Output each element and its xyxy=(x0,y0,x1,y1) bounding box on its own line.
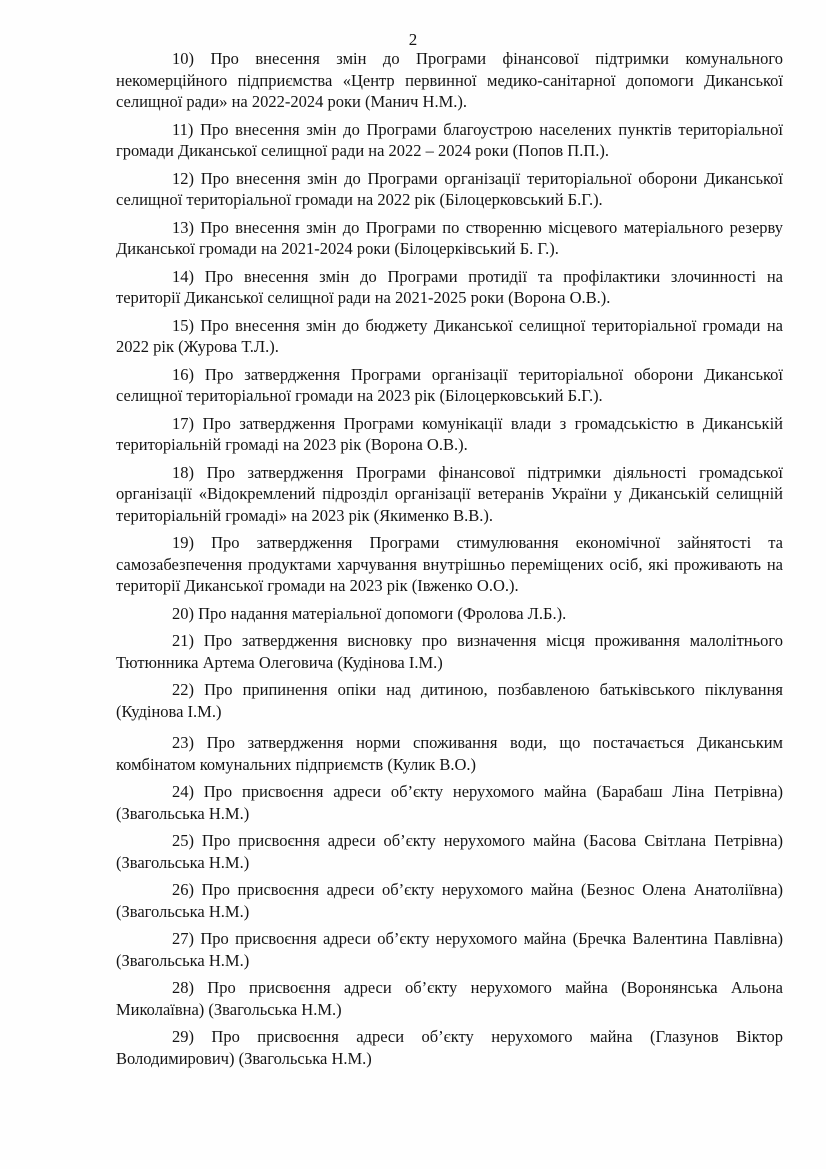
page-number: 2 xyxy=(408,30,418,49)
agenda-item-28: 28) Про присвоєння адреси об’єкту нерухомого майна (Воронянська Альона Миколаївна) (Звагольська Н.М.) xyxy=(116,978,783,1019)
agenda-item-19: 19) Про затвердження Програми стимулювання економічної зайнятості та самозабезпечення продуктами харчування внутрішньо переміщених осіб, які проживають на території Диканської громади на 2023 рік (Івженко О.О.). xyxy=(116,533,783,595)
agenda-item-13: 13) Про внесення змін до Програми по створенню місцевого матеріального резерву Диканської громади на 2021-2024 роки (Білоцерківський Б. Г.). xyxy=(116,217,783,258)
agenda-item-15: 15) Про внесення змін до бюджету Диканської селищної територіальної громади на 2022 рік (Журова Т.Л.). xyxy=(116,315,783,356)
agenda-item-26: 26) Про присвоєння адреси об’єкту нерухомого майна (Безнос Олена Анатоліївна) (Звагольська Н.М.) xyxy=(116,880,783,921)
agenda-item-12: 12) Про внесення змін до Програми організації територіальної оборони Диканської селищної територіальної громади на 2022 рік (Білоцерковський Б.Г.). xyxy=(116,168,783,209)
agenda-item-22: 22) Про припинення опіки над дитиною, позбавленою батьківського піклування (Кудінова І.М.) xyxy=(116,680,783,721)
agenda-item-21: 21) Про затвердження висновку про визначення місця проживання малолітнього Тютюнника Артема Олеговича (Кудінова І.М.) xyxy=(116,631,783,672)
agenda-item-29: 29) Про присвоєння адреси об’єкту нерухомого майна (Глазунов Віктор Володимирович) (Звагольська Н.М.) xyxy=(116,1027,783,1068)
agenda-item-23: 23) Про затвердження норми споживання води, що постачається Диканським комбінатом комунальних підприємств (Кулик В.О.) xyxy=(116,733,783,774)
agenda-item-16: 16) Про затвердження Програми організації територіальної оборони Диканської селищної територіальної громади на 2023 рік (Білоцерковський Б.Г.). xyxy=(116,364,783,405)
agenda-item-20: 20) Про надання матеріальної допомоги (Фролова Л.Б.). xyxy=(172,603,567,623)
agenda-item-17: 17) Про затвердження Програми комунікації влади з громадськістю в Диканській територіальній громаді на 2023 рік (Ворона О.В.). xyxy=(116,413,783,454)
agenda-item-14: 14) Про внесення змін до Програми протидії та профілактики злочинності на території Диканської селищної ради на 2021-2025 роки (Ворона О.В.). xyxy=(116,266,783,307)
agenda-item-27: 27) Про присвоєння адреси об’єкту нерухомого майна (Бречка Валентина Павлівна) (Звагольська Н.М.) xyxy=(116,929,783,970)
agenda-item-10: 10) Про внесення змін до Програми фінансової підтримки комунального некомерційного підприємства «Центр первинної медико-санітарної допомоги Диканської селищної ради» на 2022-2024 роки (Манич Н.М.). xyxy=(116,49,783,111)
agenda-item-25: 25) Про присвоєння адреси об’єкту нерухомого майна (Басова Світлана Петрівна) (Звагольська Н.М.) xyxy=(116,831,783,872)
agenda-list xyxy=(116,48,783,1075)
agenda-item-18: 18) Про затвердження Програми фінансової підтримки діяльності громадської організації «Відокремлений підрозділ організації ветеранів України у Диканській селищній територіальній громаді» на 2023 рік (Якименко В.В.). xyxy=(116,462,783,525)
agenda-item-24: 24) Про присвоєння адреси об’єкту нерухомого майна (Барабаш Ліна Петрівна) (Звагольська Н.М.) xyxy=(116,782,783,823)
agenda-item-11: 11) Про внесення змін до Програми благоустрою населених пунктів територіальної громади Диканської селищної ради на 2022 – 2024 роки (Попов П.П.). xyxy=(116,119,783,160)
